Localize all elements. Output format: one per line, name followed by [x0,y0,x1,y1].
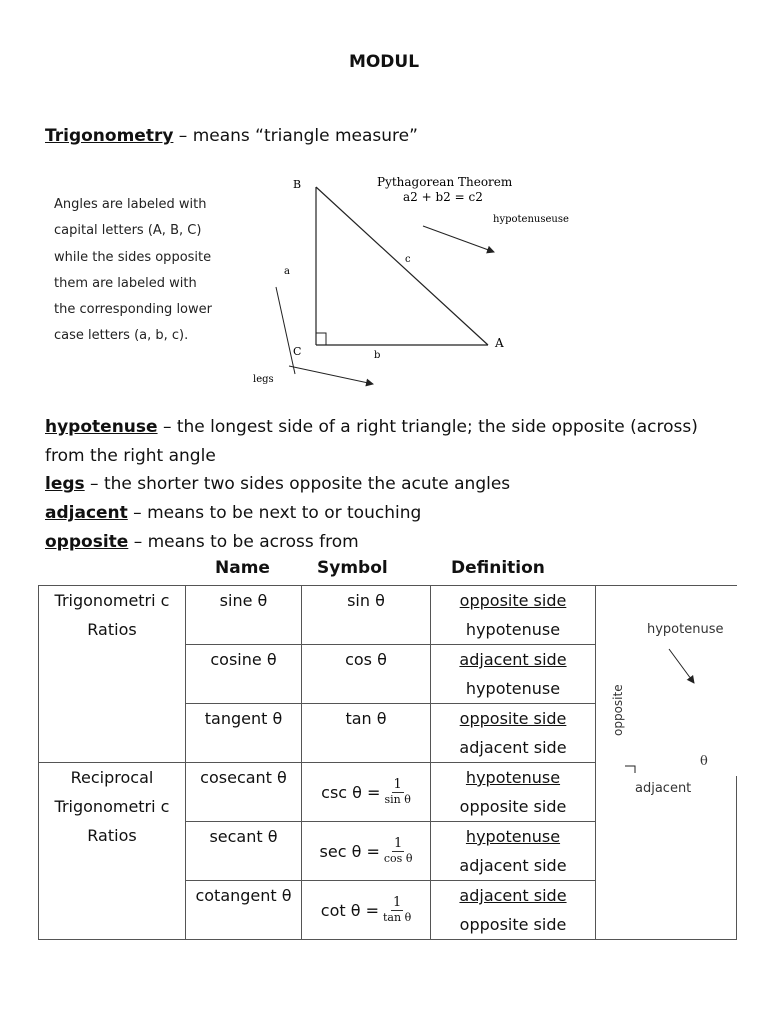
fraction [383,896,411,925]
definition-numerator: adjacent side [459,886,567,905]
note-line: them are labeled with [54,275,197,291]
right-angle-mark [316,333,326,345]
angle-label-note [54,192,234,350]
trigonometry-meaning: – means “triangle measure” [173,126,418,146]
symbol-cell: sin θ [302,586,431,645]
hypotenuse-definition: – the longest side of a right triangle; the side opposite (across) from the right angle [45,417,698,466]
definition-opposite [45,528,359,557]
adjacent-term: adjacent [45,503,128,523]
legs-definition: – the shorter two sides opposite the acute angles [84,474,511,494]
side-b-label: b [374,350,381,361]
opposite-definition: – means to be across from [128,532,359,552]
note-line: while the sides opposite [54,249,212,265]
trigonometry-term: Trigonometry [45,126,174,146]
side-c-line [316,187,488,345]
hypotenuse-term: hypotenuse [45,417,158,437]
hypotenuse-label: hypotenuse [647,622,724,637]
reciprocal-formula [302,881,430,939]
column-header-definition: Definition [451,558,545,578]
definition-denominator: opposite side [459,915,567,934]
definition-numerator: opposite side [459,709,567,728]
definition-denominator: adjacent side [459,856,567,875]
symbol-cell [302,822,431,881]
legs-pointer-line [276,287,295,374]
symbol-cell: cos θ [302,645,431,704]
fraction [384,778,410,807]
definition-denominator: hypotenuse [465,679,561,698]
fraction [384,837,413,866]
symbol-text: sec θ = [319,841,380,861]
side-c-label: c [405,254,411,265]
hypotenuse-arrow [423,226,494,252]
symbol-cell [302,881,431,940]
hypotenuse-arrow [669,649,694,683]
name-cell: cotangent θ [186,881,302,940]
definition-hypotenuse [45,413,735,471]
fraction-denominator: cos θ [383,851,413,865]
name-cell: cosecant θ [186,763,302,822]
fraction-numerator: 1 [393,776,402,792]
group-cell: Trigonometri c Ratios [39,586,186,763]
name-cell: sine θ [186,586,302,645]
side-a-label: a [284,266,290,277]
fraction-numerator: 1 [392,894,402,910]
definition-adjacent [45,499,421,528]
definition-numerator: opposite side [459,591,567,610]
symbol-text: cot θ = [320,900,380,920]
definition-cell [431,645,596,704]
right-angle-mark [625,766,635,773]
theorem-title: Pythagorean Theorem [377,175,513,189]
definition-cell [431,704,596,763]
definition-cell [431,586,596,645]
vertex-b-label: B [293,178,302,191]
theorem-formula: a2 + b2 = c2 [403,190,483,204]
symbol-cell: tan θ [302,704,431,763]
note-line: case letters (a, b, c). [54,328,189,344]
definition-denominator: opposite side [459,797,567,816]
fraction-denominator: tan θ [383,910,412,924]
opposite-term: opposite [45,532,129,552]
vertex-a-label: A [495,336,504,350]
note-line: the corresponding lower [54,302,212,318]
definition-cell [431,881,596,940]
vertex-c-label: C [293,345,302,358]
symbol-cell [302,763,431,822]
legs-term: legs [45,474,85,494]
name-cell: tangent θ [186,704,302,763]
adjacent-definition: – means to be next to or touching [127,503,422,523]
hypotenuse-pointer-label: hypotenuseuse [493,214,569,225]
opposite-label: opposite [611,684,625,736]
definition-legs [45,470,510,499]
legs-arrow [289,366,373,384]
right-triangle-diagram [245,170,585,395]
page-title: MODUL [348,52,420,72]
group-cell: Reciprocal Trigonometri c Ratios [39,763,186,940]
definition-numerator: hypotenuse [465,827,561,846]
definition-numerator: hypotenuse [465,768,561,787]
note-line: capital letters (A, B, C) [54,223,202,239]
theta-label: θ [700,754,708,769]
definition-denominator: hypotenuse [465,620,561,639]
legs-label: legs [253,374,274,385]
definition-cell [431,763,596,822]
definition-denominator: adjacent side [459,738,567,757]
intro-line [45,126,418,146]
column-header-symbol: Symbol [317,558,388,578]
fraction-numerator: 1 [394,835,403,851]
ratio-side-diagram [597,586,740,776]
symbol-text: csc θ = [321,782,381,802]
reciprocal-formula [302,822,430,880]
note-line: Angles are labeled with [54,197,207,212]
definition-numerator: adjacent side [459,650,567,669]
adjacent-label: adjacent [635,781,692,796]
reciprocal-formula [302,763,430,821]
column-header-name: Name [215,558,270,578]
name-cell: secant θ [186,822,302,881]
definition-cell [431,822,596,881]
name-cell: cosine θ [186,645,302,704]
fraction-denominator: sin θ [384,792,411,806]
